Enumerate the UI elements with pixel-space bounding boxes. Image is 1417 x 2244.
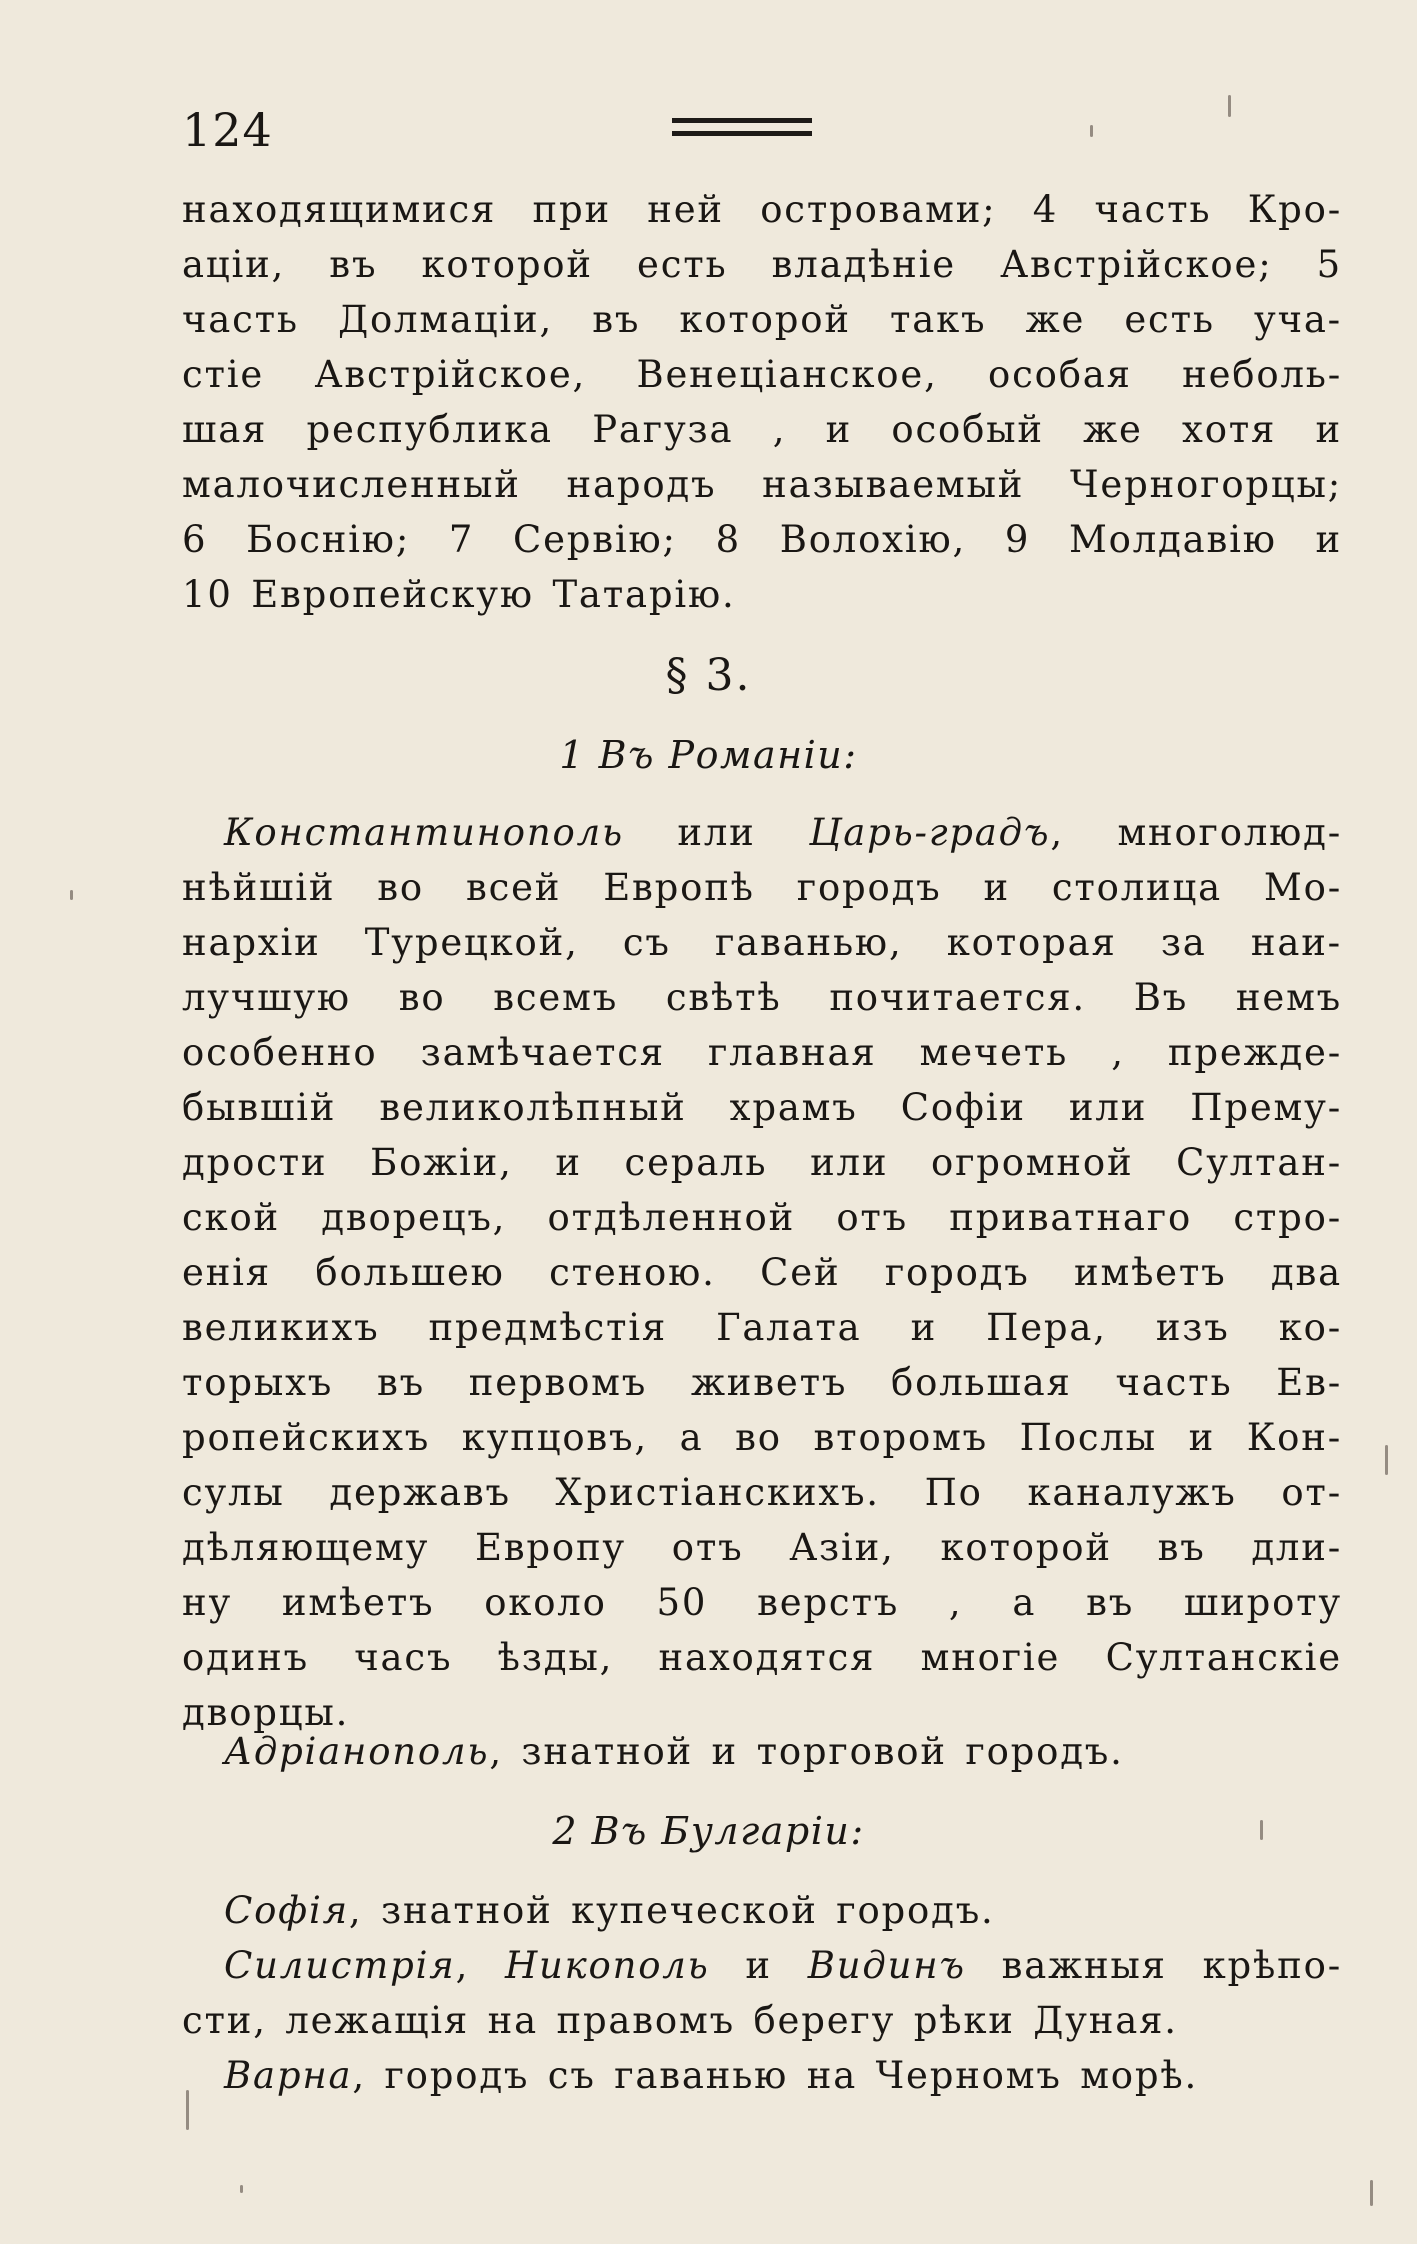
- intro-paragraph: [182, 182, 1342, 622]
- text-line: енія большею стеною. Сей городъ имѣетъ два: [182, 1251, 1342, 1294]
- text-line: сти, лежащія на правомъ берегу рѣки Дуная.: [182, 1999, 1178, 2042]
- text-line: аціи, въ которой есть владѣніе Австрійское; 5: [182, 243, 1342, 286]
- place-name-adrianople: Адріанополь: [224, 1730, 490, 1773]
- adrianople-paragraph: [182, 1724, 1342, 1779]
- separator: ,: [455, 1944, 505, 1987]
- text-line: торыхъ въ первомъ живетъ большая часть Ев-: [182, 1361, 1342, 1404]
- text-line: ну имѣетъ около 50 верстъ , а въ широту: [182, 1581, 1342, 1624]
- bulgaria-heading: 2 Въ Булгаріи:: [552, 1809, 865, 1853]
- text-line: одинъ часъ ѣзды, находятся многіе Султанскіе: [182, 1636, 1342, 1679]
- constantinople-paragraph: [182, 805, 1342, 1740]
- section-heading: § 3.: [665, 650, 752, 701]
- text-line: 6 Боснію; 7 Сервію; 8 Волохію, 9 Молдавію и: [182, 518, 1342, 561]
- text-line: 10 Европейскую Татарію.: [182, 573, 736, 616]
- paper-speck: [1370, 2180, 1373, 2206]
- text-line: часть Долмаціи, въ которой такъ же есть уча-: [182, 298, 1342, 341]
- text-line: ской дворецъ, отдѣленной отъ приватнаго стро-: [182, 1196, 1342, 1239]
- text-line: стіе Австрійское, Венеціанское, особая неболь-: [182, 353, 1342, 396]
- place-name-silistria: Силистрія: [224, 1944, 456, 1987]
- text-line: дворцы.: [182, 1691, 350, 1734]
- line-rest: , многолюд-: [1050, 811, 1343, 854]
- line-rest: , городъ съ гаванью на Черномъ морѣ.: [352, 2054, 1199, 2097]
- text-line: нѣйшій во всей Европѣ городъ и столица Мо-: [182, 866, 1342, 909]
- page-number: 124: [182, 103, 273, 157]
- text-line: [182, 1883, 1342, 1938]
- line-rest: , знатной и торговой городъ.: [489, 1730, 1124, 1773]
- bulgaria-paragraphs: [182, 1883, 1342, 2103]
- place-name-nikopol: Никополь: [504, 1944, 710, 1987]
- separator: и: [709, 1944, 808, 1987]
- connector-word: или: [677, 811, 756, 854]
- text-line: малочисленный народъ называемый Черногорцы;: [182, 463, 1342, 506]
- text-line: великихъ предмѣстія Галата и Пера, изъ ко-: [182, 1306, 1342, 1349]
- text-line: [182, 1724, 1342, 1779]
- line-rest: , знатной купеческой городъ.: [348, 1889, 995, 1932]
- text-line: шая республика Рагуза , и особый же хотя и: [182, 408, 1342, 451]
- text-line: [182, 805, 1342, 860]
- paper-speck: [240, 2185, 243, 2193]
- place-name-varna: Варна: [224, 2054, 353, 2097]
- place-name-sofia: Софія: [224, 1889, 349, 1932]
- place-name-constantinople: Константинополь: [224, 811, 624, 854]
- place-name-tsargrad: Царь-градъ: [809, 811, 1051, 854]
- paper-speck: [1090, 125, 1093, 137]
- page-header: [182, 100, 1337, 160]
- text-line: лучшую во всемъ свѣтѣ почитается. Въ немъ: [182, 976, 1342, 1019]
- paper-speck: [70, 890, 73, 900]
- text-line: [182, 2048, 1342, 2103]
- text-line: находящимися при ней островами; 4 часть Кро-: [182, 188, 1342, 231]
- text-line: дрости Божіи, и сераль или огромной Султан-: [182, 1141, 1342, 1184]
- text-line: особенно замѣчается главная мечеть , прежде-: [182, 1031, 1342, 1074]
- paper-speck: [1385, 1445, 1388, 1475]
- paper-speck: [1228, 95, 1231, 117]
- paper-speck: [186, 2090, 189, 2130]
- text-line: сулы державъ Христіанскихъ. По каналужъ от-: [182, 1471, 1342, 1514]
- romania-heading: 1 Въ Романіи:: [559, 733, 858, 777]
- line-rest: важныя крѣпо-: [965, 1944, 1342, 1987]
- header-double-rule: [672, 118, 812, 136]
- paper-speck: [1260, 1820, 1263, 1840]
- place-name-vidin: Видинъ: [807, 1944, 966, 1987]
- text-line: нархіи Турецкой, съ гаванью, которая за наи-: [182, 921, 1342, 964]
- text-line: бывшій великолѣпный храмъ Софіи или Прему-: [182, 1086, 1342, 1129]
- text-line: [182, 1938, 1342, 1993]
- text-line: ропейскихъ купцовъ, а во второмъ Послы и Кон-: [182, 1416, 1342, 1459]
- text-line: дѣляющему Европу отъ Азіи, которой въ дли-: [182, 1526, 1342, 1569]
